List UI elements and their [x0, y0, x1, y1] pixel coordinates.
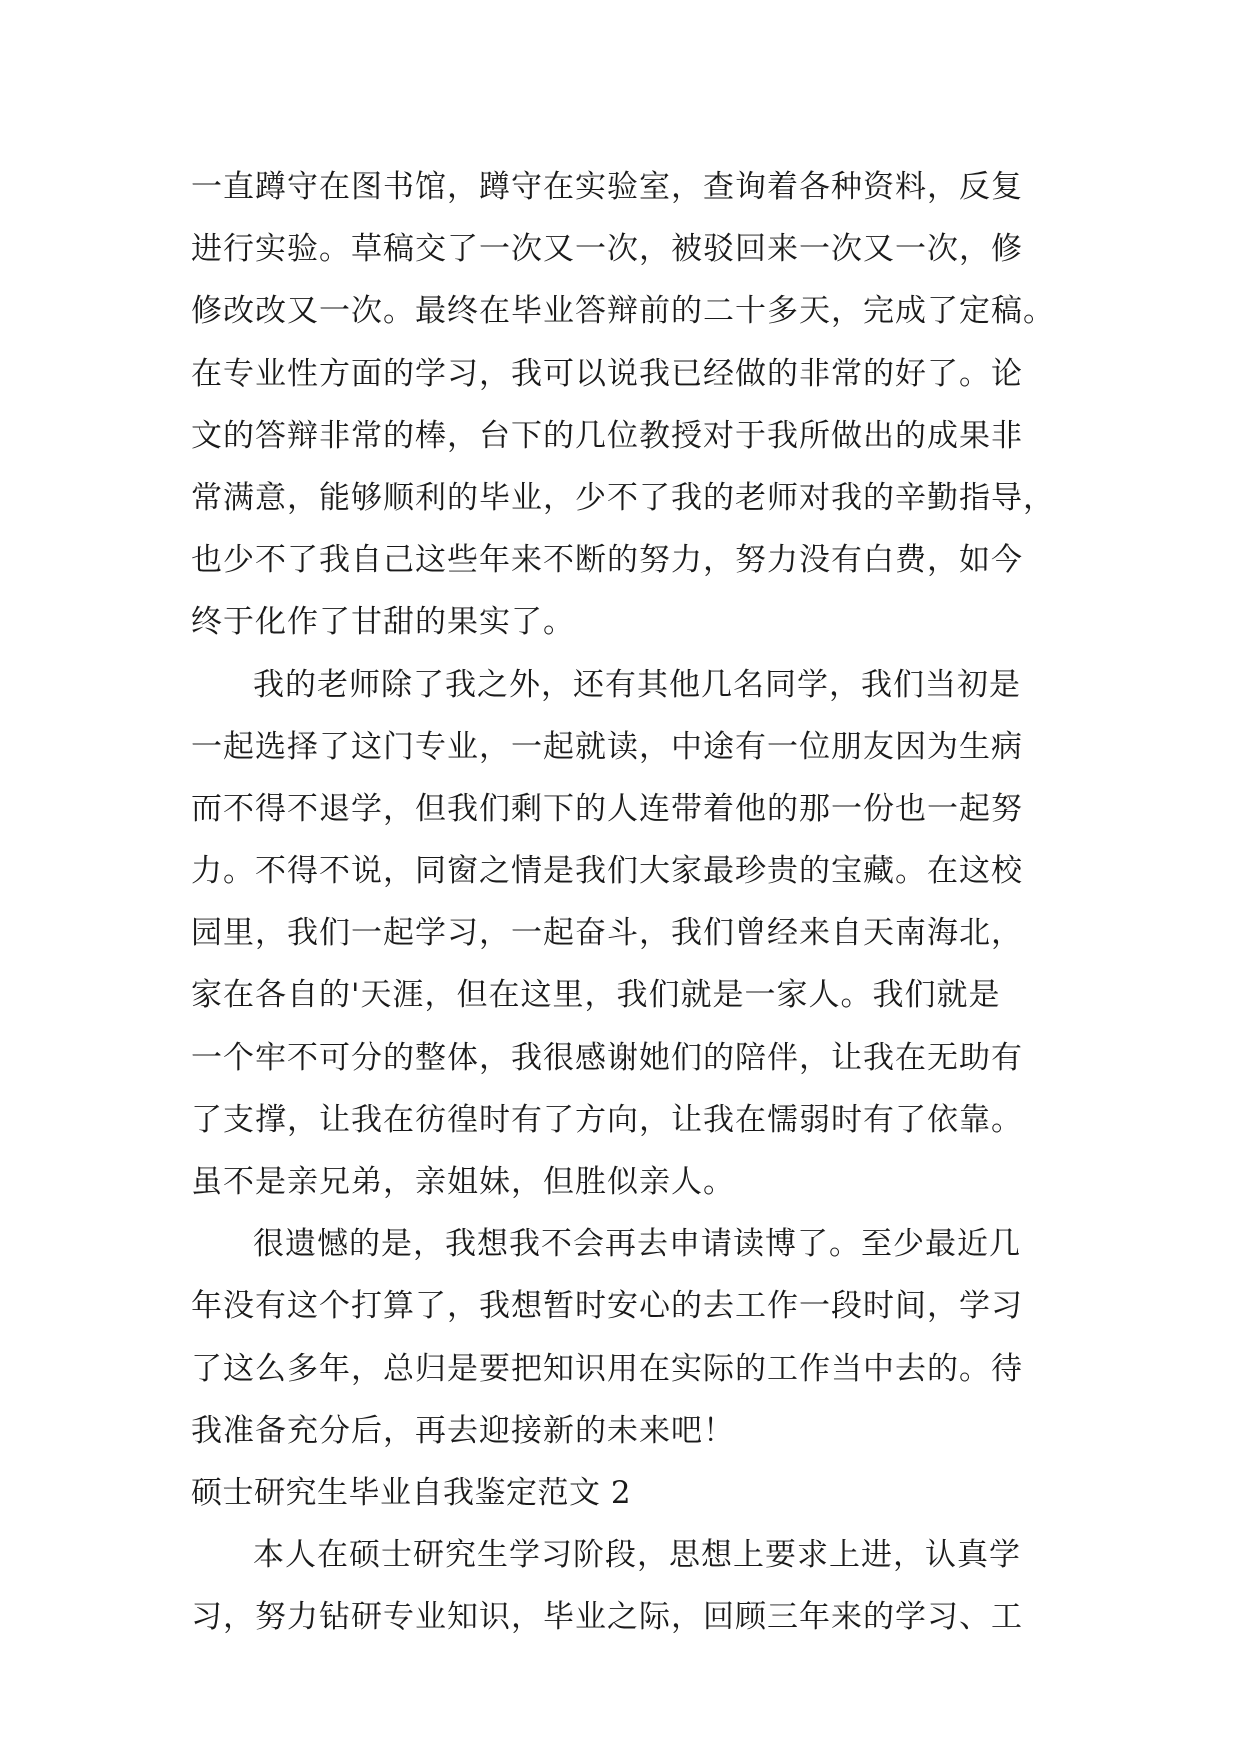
text-line: 进行实验。草稿交了一次又一次，被驳回来一次又一次，修 — [191, 231, 1023, 268]
text-line: 年没有这个打算了，我想暂时安心的去工作一段时间，学习 — [191, 1288, 1023, 1325]
text-line: 力。不得不说，同窗之情是我们大家最珍贵的宝藏。在这校 — [191, 853, 1023, 890]
document-body — [191, 156, 1071, 1649]
text-line: 常满意，能够顺利的毕业，少不了我的老师对我的辛勤指导， — [191, 479, 1055, 516]
text-line: 我准备充分后，再去迎接新的未来吧！ — [191, 1412, 735, 1449]
text-line: 虽不是亲兄弟，亲姐妹，但胜似亲人。 — [191, 1164, 735, 1200]
text-line: 家在各自的'天涯，但在这里，我们就是一家人。我们就是 — [191, 977, 1001, 1014]
paragraph-first-line: 本人在硕士研究生学习阶段，思想上要求上进，认真学 — [253, 1537, 1021, 1574]
text-line: 而不得不退学，但我们剩下的人连带着他的那一份也一起努 — [191, 790, 1023, 827]
text-line: 了这么多年，总归是要把知识用在实际的工作当中去的。待 — [191, 1350, 1023, 1387]
text-line: 一直蹲守在图书馆，蹲守在实验室，查询着各种资料，反复 — [191, 169, 1023, 205]
text-line: 园里，我们一起学习，一起奋斗，我们曾经来自天南海北， — [191, 915, 1023, 952]
text-line: 终于化作了甘甜的果实了。 — [191, 604, 575, 641]
paragraph-first-line: 很遗憾的是，我想我不会再去申请读博了。至少最近几 — [253, 1226, 1021, 1263]
paragraph-first-line: 我的老师除了我之外，还有其他几名同学，我们当初是 — [253, 666, 1021, 703]
text-line: 也少不了我自己这些年来不断的努力，努力没有白费，如今 — [191, 542, 1023, 579]
text-line: 文的答辩非常的棒，台下的几位教授对于我所做出的成果非 — [191, 417, 1023, 454]
text-line: 了支撑，让我在彷徨时有了方向，让我在懦弱时有了依靠。 — [191, 1101, 1023, 1138]
text-line: 修改改又一次。最终在毕业答辩前的二十多天，完成了定稿。 — [191, 293, 1055, 330]
text-line: 一起选择了这门专业，一起就读，中途有一位朋友因为生病 — [191, 728, 1023, 765]
text-line: 在专业性方面的学习，我可以说我已经做的非常的好了。论 — [191, 355, 1023, 392]
text-line: 习，努力钻研专业知识，毕业之际，回顾三年来的学习、工 — [191, 1599, 1023, 1636]
section-heading: 硕士研究生毕业自我鉴定范文 2 — [191, 1474, 632, 1511]
text-line: 一个牢不可分的整体，我很感谢她们的陪伴，让我在无助有 — [191, 1039, 1023, 1076]
